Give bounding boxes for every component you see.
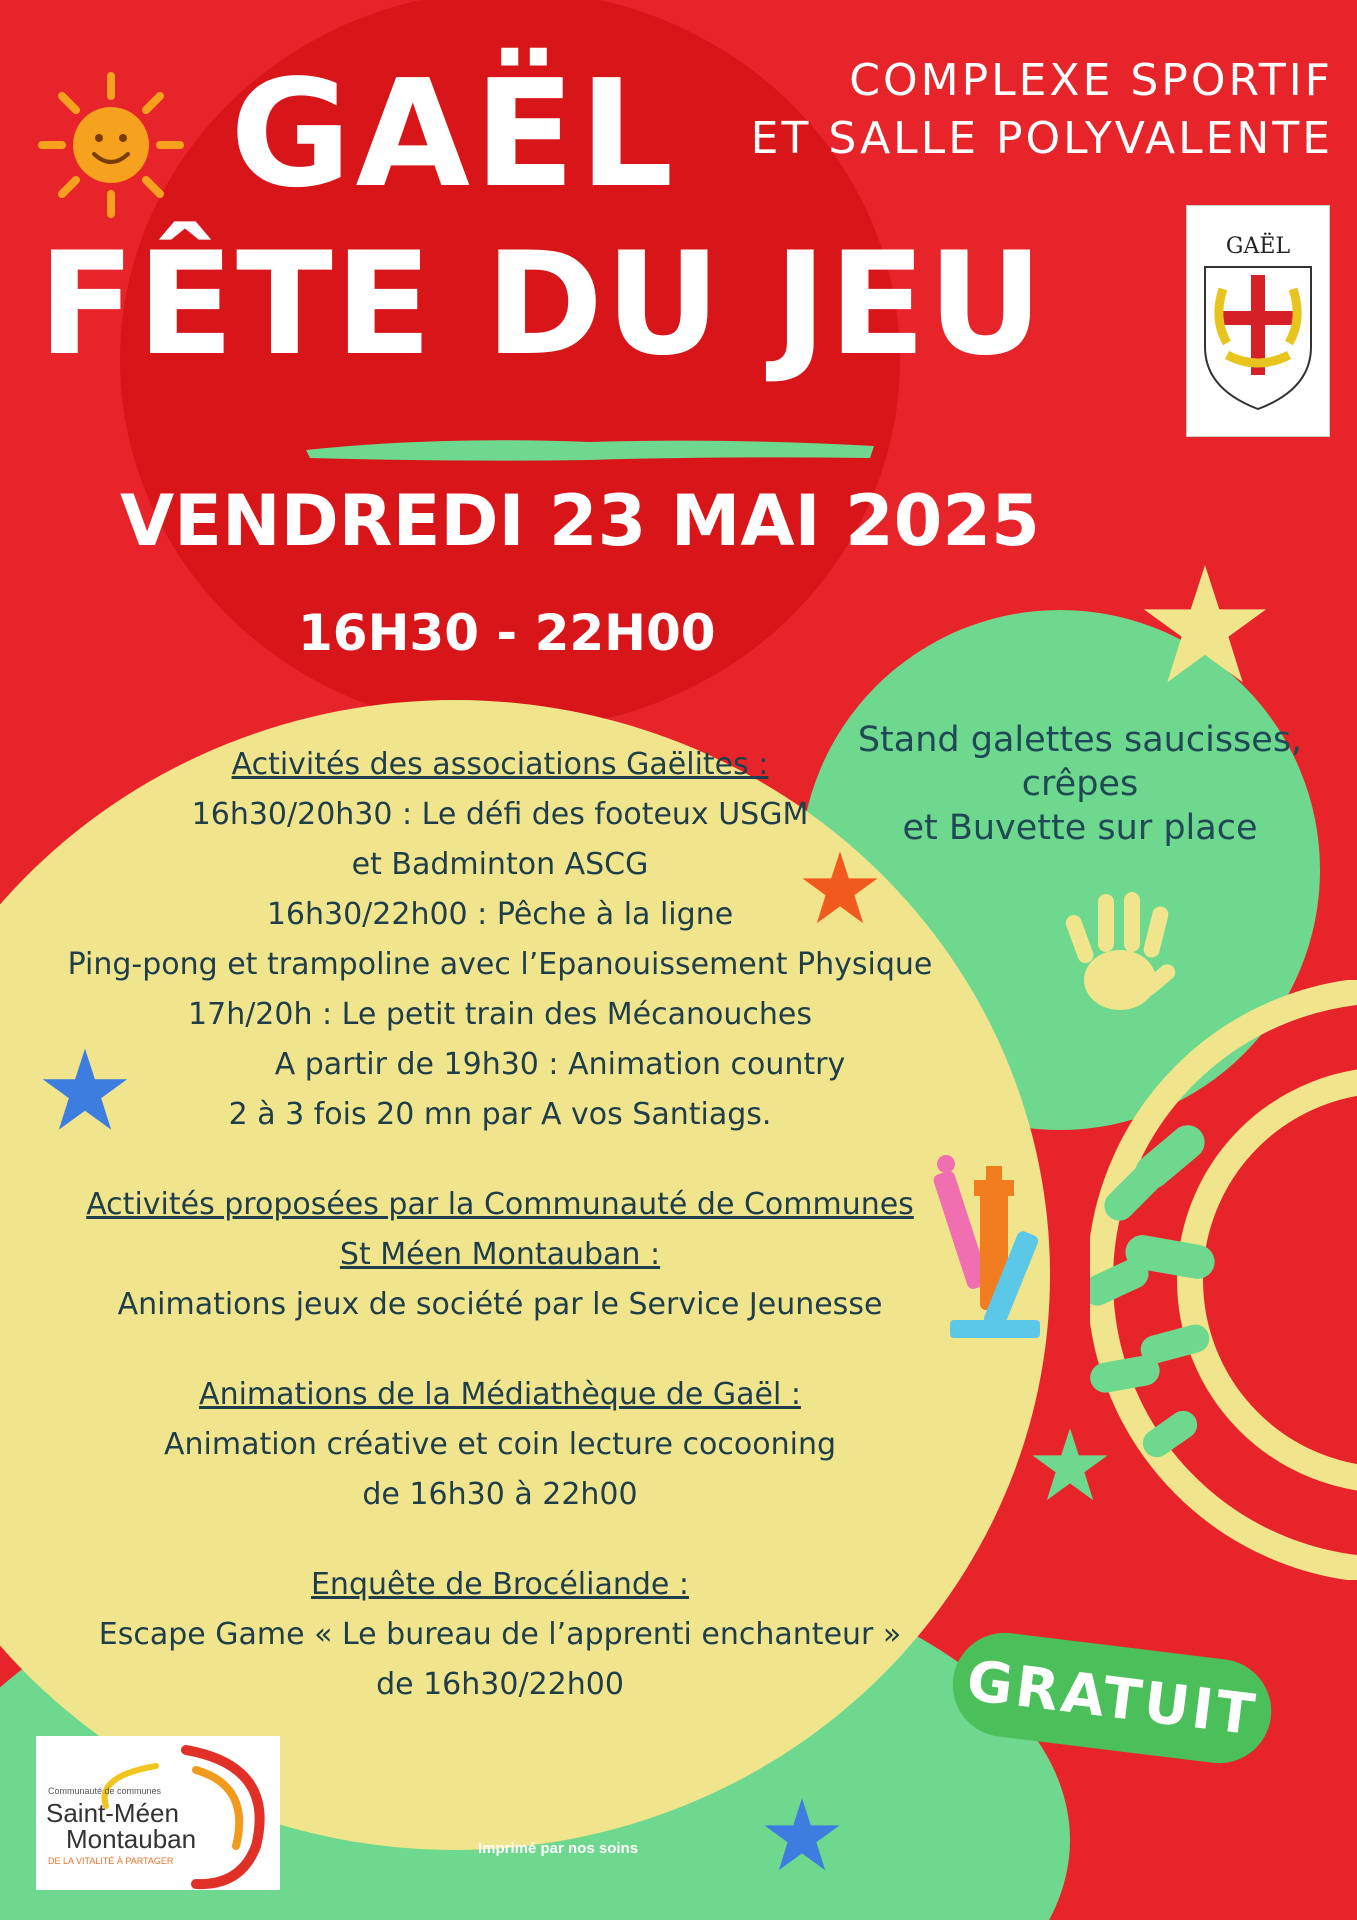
logo-small-text: Communauté de communes [48,1786,162,1796]
stand-line-3: et Buvette sur place [902,808,1258,848]
star-icon [1140,560,1270,690]
logo-tagline: DE LA VITALITÉ À PARTAGER [48,1856,174,1866]
assoc-line: 2 à 3 fois 20 mn par A vos Santiags. [228,1097,772,1132]
sun-icon [36,70,186,220]
event-date: VENDREDI 23 MAI 2025 [120,480,1040,562]
community-logo [36,1736,280,1890]
assoc-line: 16h30/22h00 : Pêche à la ligne [266,897,734,932]
mediatheque-heading: Animations de la Médiathèque de Gaël : [199,1377,801,1412]
communaute-heading: Activités proposées par la Communauté de Communes [86,1187,914,1222]
assoc-heading: Activités des associations Gaëlites : [231,747,769,782]
event-time: 16H30 - 22H00 [298,604,716,662]
title-town: GAËL [230,48,678,220]
assoc-line: Ping-pong et trampoline avec l’Epanouissement Physique [67,947,933,982]
free-badge-label: GRATUIT [963,1647,1261,1749]
hand-print-icon [1050,880,1190,1030]
title-event: FÊTE DU JEU [38,222,1046,387]
star-icon [1030,1420,1110,1510]
assoc-line: 16h30/20h30 : Le défi des footeux USGM [191,797,809,832]
communaute-line: Animations jeux de société par le Service Jeunesse [117,1287,883,1322]
green-strokes [1120,1120,1230,1480]
assoc-line: A partir de 19h30 : Animation country [274,1047,846,1082]
crest-label: GAËL [1225,234,1291,259]
stand-line-2: crêpes [1021,764,1139,804]
logo-name-1: Saint-Méen [46,1798,179,1828]
mediatheque-line: de 16h30 à 22h00 [362,1477,638,1512]
town-crest [1186,205,1330,437]
communaute-heading: St Méen Montauban : [339,1237,661,1272]
venue-text [713,52,1333,168]
broceliande-line: de 16h30/22h00 [376,1667,624,1702]
assoc-line: 17h/20h : Le petit train des Mécanouches [188,997,812,1032]
broceliande-heading: Enquête de Brocéliande : [310,1567,690,1602]
activities-list [20,740,980,1710]
stand-line-1: Stand galettes saucisses, [857,720,1303,760]
brush-underline [300,428,880,468]
mediatheque-line: Animation créative et coin lecture cocooning [163,1427,836,1462]
venue-line-2: ET SALLE POLYVALENTE [750,113,1333,164]
crest-icon [1187,259,1329,419]
broceliande-line: Escape Game « Le bureau de l’apprenti enchanteur » [98,1617,902,1652]
star-icon [762,1790,842,1880]
printed-by: Imprimé par nos soins [478,1840,639,1857]
logo-name-2: Montauban [66,1824,197,1854]
venue-line-1: COMPLEXE SPORTIF [849,55,1333,106]
assoc-line: et Badminton ASCG [351,847,649,882]
